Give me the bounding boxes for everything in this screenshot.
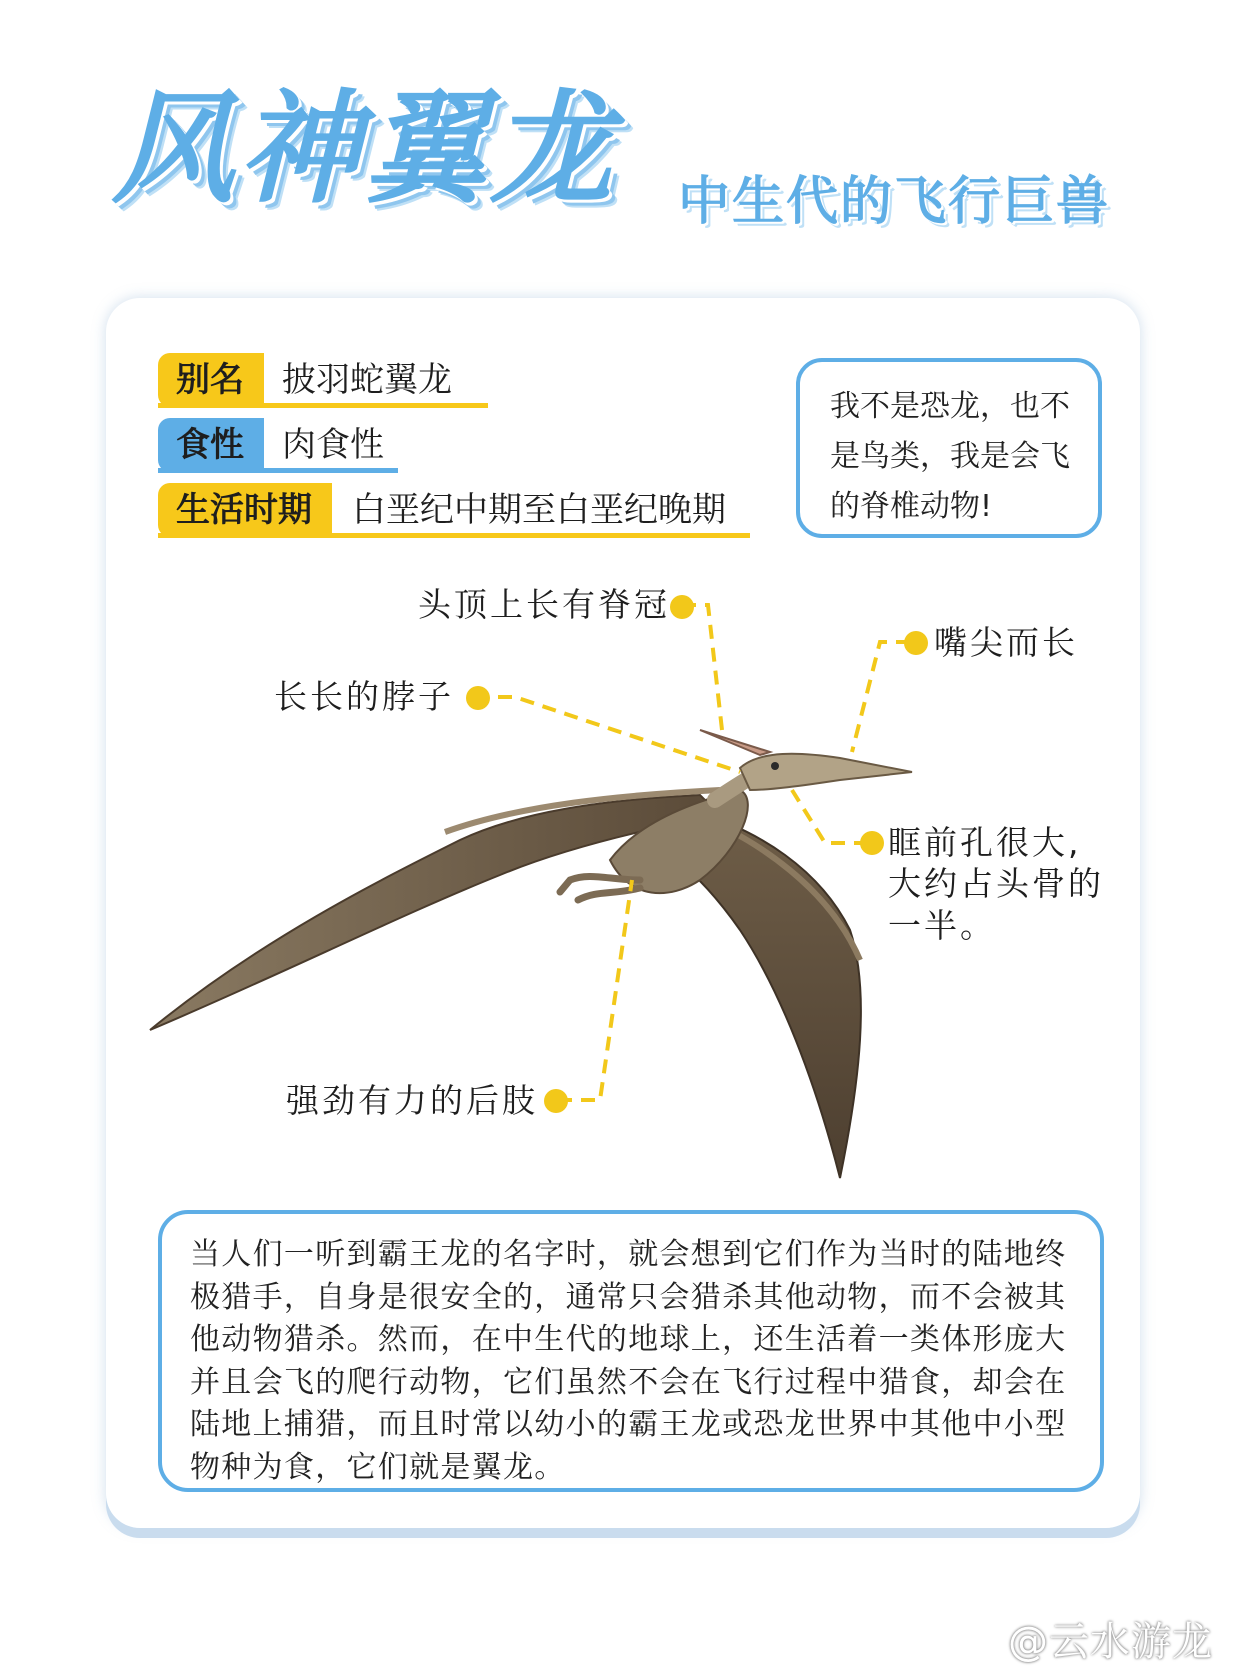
leader-neck [475, 697, 740, 772]
label-legs: 强劲有力的后肢 [286, 1081, 538, 1120]
hind-legs [560, 876, 640, 900]
label-eye-line: 大约占头骨的 [888, 864, 1104, 904]
diet-value: 肉食性 [282, 425, 384, 465]
description-line: 并且会飞的爬行动物，它们虽然不会在飞行过程中猎食，却会在 [190, 1364, 1067, 1400]
label-crest: 头顶上长有脊冠 [418, 585, 670, 624]
eye [771, 762, 779, 770]
description-line: 他动物猎杀。然而，在中生代的地球上，还生活着一类体形庞大 [190, 1322, 1067, 1357]
leader-legs [558, 880, 632, 1100]
bubble-line: 我不是恐龙，也不 [830, 389, 1070, 424]
bubble-line: 的脊椎动物! [830, 489, 993, 524]
label-neck: 长长的脖子 [274, 677, 454, 716]
description-line: 物种为食，它们就是翼龙。 [190, 1449, 566, 1485]
label-eye [888, 822, 1104, 946]
head-crest [700, 730, 770, 755]
watermark: @云水游龙 [1008, 1619, 1213, 1665]
alias-value: 披羽蛇翼龙 [282, 360, 452, 400]
description-line: 当人们一听到霸王龙的名字时，就会想到它们作为当时的陆地终 [190, 1237, 1067, 1272]
period-tag: 生活时期 [158, 483, 332, 537]
dot-crest [670, 595, 694, 619]
leader-beak [852, 642, 910, 752]
alias-tag: 别名 [158, 353, 264, 407]
description-line: 陆地上捕猎，而且时常以幼小的霸王龙或恐龙世界中其他中小型 [190, 1407, 1067, 1442]
dot-legs [544, 1089, 568, 1113]
description-line: 极猎手，自身是很安全的，通常只会猎杀其他动物，而不会被其 [190, 1279, 1067, 1315]
left-wing [150, 795, 720, 1030]
diet-tag: 食性 [158, 418, 264, 472]
label-eye-line: 一半。 [888, 905, 996, 945]
leader-eye [792, 790, 868, 843]
dot-beak [904, 631, 928, 655]
label-eye-line: 眶前孔很大, [888, 823, 1082, 862]
page-title: 风神翼龙 [112, 78, 616, 220]
leader-crest [682, 605, 722, 730]
head [740, 754, 912, 790]
description-box [158, 1210, 1104, 1492]
bubble-line: 是鸟类，我是会飞 [830, 439, 1070, 474]
page-subtitle: 中生代的飞行巨兽 [678, 172, 1111, 232]
dot-neck [466, 686, 490, 710]
label-beak: 嘴尖而长 [934, 623, 1078, 662]
period-value: 白垩纪中期至白垩纪晚期 [352, 490, 726, 530]
dot-eye [860, 831, 884, 855]
